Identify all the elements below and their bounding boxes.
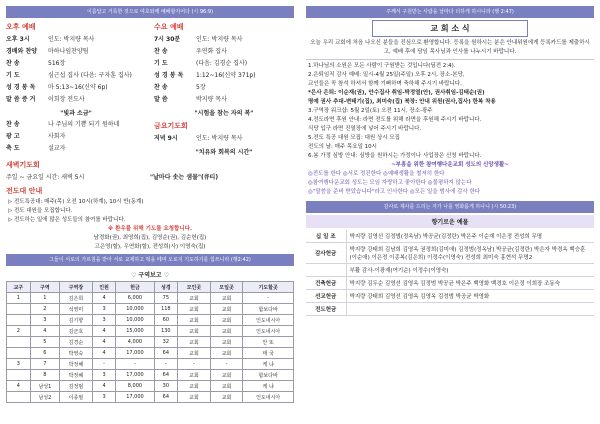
table-cell: 4 bbox=[7, 381, 31, 392]
table-cell: 교회 bbox=[210, 304, 243, 315]
gift-row bbox=[306, 230, 594, 243]
table-cell: 6,000 bbox=[116, 293, 154, 304]
campaign-list bbox=[302, 170, 598, 197]
table-cell: 8,000 bbox=[116, 381, 154, 392]
table-cell: 인도네시아 bbox=[243, 326, 294, 337]
verse-band-left: 이름답고 거룩한 것으로 여호와께 예배할지어다 (시 96:9) bbox=[6, 6, 294, 18]
afternoon-time: 오후 3시 bbox=[6, 36, 30, 43]
afternoon-sermon-title: "빛과 소금" bbox=[60, 110, 92, 117]
table-cell: 60 bbox=[154, 315, 178, 326]
table-cell: 케 냐 bbox=[243, 381, 294, 392]
table-cell: - bbox=[243, 293, 294, 304]
table-cell: 교회 bbox=[178, 326, 211, 337]
table-cell: 64 bbox=[154, 370, 178, 381]
table-cell: 6 bbox=[30, 348, 60, 359]
table-cell: 2 bbox=[30, 304, 60, 315]
church-news-title: 교 회 소 식 bbox=[372, 20, 528, 37]
table-cell: - bbox=[154, 359, 178, 370]
sick-prayer-title: ※ 환우를 위해 기도를 요청합니다. bbox=[107, 226, 193, 232]
table-cell: 김기향 bbox=[60, 315, 93, 326]
gift-row bbox=[306, 303, 594, 316]
table-cell bbox=[7, 315, 31, 326]
table-cell bbox=[7, 392, 31, 403]
friday-title: 금요기도회 bbox=[154, 122, 188, 130]
gift-names: 박지량 김두순 김영선 김영옥 김정범 박공균 박은주 백영화 백경호 이은정 이희장 조동숙 bbox=[346, 277, 594, 290]
district-verse-band: 그들이 서로의 가르침을 받아 서로 교제하고 떡을 떼며 오로지 기도하기를 힘쓰니라 (행2:42) bbox=[6, 254, 294, 266]
gift-row bbox=[306, 264, 594, 277]
news-item: 식당 입구 라면 진열장에 넣어 주시기 바랍니다. bbox=[308, 126, 422, 132]
table-cell: 김은희 bbox=[60, 293, 93, 304]
table-cell: - bbox=[178, 359, 211, 370]
table-cell: 김군호 bbox=[60, 326, 93, 337]
news-item: 5.전도 특공 대원 모집: 대원 상시 모집 bbox=[308, 135, 400, 141]
table-cell: 64 bbox=[154, 348, 178, 359]
table-cell: - bbox=[116, 359, 154, 370]
table-cell: 박정혜 bbox=[60, 359, 93, 370]
table-header-cell: 모인곳 bbox=[178, 282, 211, 293]
table-header-cell: 구역 bbox=[30, 282, 60, 293]
table-cell: 30 bbox=[154, 381, 178, 392]
gift-table bbox=[306, 230, 594, 316]
table-cell: 케 냐 bbox=[243, 359, 294, 370]
table-cell: 태 국 bbox=[243, 348, 294, 359]
table-cell: 10,000 bbox=[116, 304, 154, 315]
table-cell: 3 bbox=[92, 370, 116, 381]
friday-sermon-title: "치유와 회복의 시간" bbox=[195, 149, 253, 156]
dawn-text: 주일 ~ 금요일 시간: 새벽 5시 bbox=[6, 174, 85, 181]
sick-names: 고은영(할), 우연화(할), 전성희(사) 이영숙(집) bbox=[94, 244, 206, 250]
district-table bbox=[6, 281, 294, 403]
table-cell: 교회 bbox=[210, 381, 243, 392]
gift-names bbox=[346, 303, 594, 316]
table-cell: 교회 bbox=[178, 293, 211, 304]
table-header-cell: 헌금 bbox=[116, 282, 154, 293]
table-header-cell: 모일곳 bbox=[210, 282, 243, 293]
table-cell: 3 bbox=[92, 315, 116, 326]
table-row bbox=[7, 315, 294, 326]
table-cell: 교회 bbox=[178, 370, 211, 381]
table-cell: 15,000 bbox=[116, 326, 154, 337]
table-cell: 17,000 bbox=[116, 392, 154, 403]
table-cell: 김경순 bbox=[60, 337, 93, 348]
table-cell: 안 또 bbox=[243, 337, 294, 348]
table-cell: 교회 bbox=[210, 370, 243, 381]
table-cell: 17,000 bbox=[116, 370, 154, 381]
table-header-cell: 구역장 bbox=[60, 282, 93, 293]
worship-columns bbox=[2, 20, 298, 158]
table-cell: 합보다바 bbox=[243, 304, 294, 315]
table-cell: 교회 bbox=[178, 381, 211, 392]
evangelism-item: ▷ 전도 대원을 모집합니다. bbox=[8, 208, 73, 214]
table-cell: 교회 bbox=[210, 315, 243, 326]
table-cell: 3 bbox=[30, 315, 60, 326]
table-cell: 17,000 bbox=[116, 348, 154, 359]
news-item: 2.은퇴임직 감사 예배: 일시-4월 25일(주일) 오후 2시, 장소-본당, bbox=[308, 72, 465, 78]
news-item: 교인들은 꼭 참석 하셔서 함께 기뻐하며 축하해 주시기 바랍니다. bbox=[308, 81, 462, 87]
table-cell: 118 bbox=[154, 304, 178, 315]
news-item: 전도의 날: 매주 목요일 10시 bbox=[308, 144, 377, 150]
table-cell: 인도네시아 bbox=[243, 392, 294, 403]
table-cell: 4 bbox=[92, 381, 116, 392]
table-cell: 3 bbox=[92, 392, 116, 403]
evangelism-title: 전도대 안내 bbox=[6, 187, 43, 195]
table-cell: 김정범 bbox=[60, 381, 93, 392]
table-cell: 5 bbox=[30, 337, 60, 348]
table-cell: 1 bbox=[30, 293, 60, 304]
table-cell: 130 bbox=[154, 326, 178, 337]
campaign-item: ◎참여행다운교회 성도는 모임 자랑하고 좋아한다 ◎불평하지 않는다 bbox=[308, 180, 472, 186]
table-header-cell: 성경 bbox=[154, 282, 178, 293]
right-page bbox=[302, 0, 598, 424]
table-cell: 64 bbox=[154, 392, 178, 403]
gift-category: 건축헌금 bbox=[306, 277, 346, 290]
news-item: 4.전도라면 후원 안내: 라면 전도를 위해 라면을 후원해 주시기 바랍니다. bbox=[308, 117, 482, 123]
table-cell: 교회 bbox=[210, 337, 243, 348]
table-cell: 교회 bbox=[178, 315, 211, 326]
left-page bbox=[2, 0, 298, 424]
table-row bbox=[7, 337, 294, 348]
district-title: ♡ 구역보고 ♡ bbox=[130, 272, 170, 279]
table-row bbox=[7, 326, 294, 337]
table-cell: 3 bbox=[7, 359, 31, 370]
table-cell: 2 bbox=[7, 326, 31, 337]
campaign-item: ◎"말씀을 준비 받았습니다"라고 인사한다 ◎모든 일을 범사에 감사 한다 bbox=[308, 189, 481, 195]
table-cell: 4 bbox=[92, 326, 116, 337]
table-cell: 7 bbox=[30, 359, 60, 370]
table-header-cell: 인원 bbox=[92, 282, 116, 293]
gift-row bbox=[306, 277, 594, 290]
table-cell: 4 bbox=[92, 337, 116, 348]
table-row bbox=[7, 348, 294, 359]
table-cell: 교회 bbox=[210, 348, 243, 359]
evangelism-item: ▷ 전도하는 일에 많은 성도들의 참여를 바랍니다. bbox=[8, 217, 126, 223]
table-cell: 3 bbox=[92, 304, 116, 315]
dawn-title: 새벽기도회 bbox=[6, 161, 40, 169]
gift-verse-band: 감사로 제사를 드리는 자가 나를 영화롭게 하나니 (시 50:23) bbox=[306, 201, 594, 213]
gift-names: 부활 감사-이광재(여기순) 이정수(이영숙) bbox=[346, 264, 594, 277]
table-cell: 석영미 bbox=[60, 304, 93, 315]
table-row bbox=[7, 381, 294, 392]
gift-row bbox=[306, 243, 594, 264]
wednesday-worship: 수요 예배 7시 30분 인도: 박지량 목사 찬 송 우연화 집사 기 도 (다음: 김경순 집사) 성 경 봉 독 1:12~16(신약 371p) 찬 송 5장 말 씀 박지량 목사 "시험을 참는 자의 복" 금요기도회 저녁 9시 인도: 박지량 목사 "치유와 회복의 시간" bbox=[150, 20, 298, 158]
table-cell: 4 bbox=[92, 293, 116, 304]
table-cell: 이종필 bbox=[60, 392, 93, 403]
news-item: 명예 권사 추대-변태기(집), 최미숙(집) 북장: 안내 위원(권사,집사) 한복 착용 bbox=[308, 99, 496, 105]
news-item: 6.봄 가정 심방 안내: 심방을 원하시는 가정이나 사업장은 신청 바랍니다. bbox=[308, 153, 482, 159]
table-cell: 교회 bbox=[178, 348, 211, 359]
table-cell: 교회 bbox=[178, 392, 211, 403]
table-cell: 4 bbox=[92, 348, 116, 359]
table-row bbox=[7, 370, 294, 381]
table-cell: 합보다바 bbox=[243, 370, 294, 381]
wednesday-sermon-title: "시험을 참는 자의 복" bbox=[194, 110, 254, 117]
news-item: 1.하나님의 소원은 모든 사람이 구원받는 것입니다(딤전 2:4). bbox=[308, 63, 456, 69]
evangelism-item: ▷ 전도특공대: 매주(목) 오전 10시(하계), 10시 반(동계) bbox=[8, 199, 144, 205]
gift-category bbox=[306, 264, 346, 277]
table-cell: 교회 bbox=[210, 392, 243, 403]
table-cell bbox=[7, 337, 31, 348]
table-row bbox=[7, 359, 294, 370]
table-header-cell: 기도할곳 bbox=[243, 282, 294, 293]
table-row bbox=[7, 293, 294, 304]
table-cell: 교회 bbox=[178, 304, 211, 315]
gift-names: 박지량 강태희 김남희 김영옥 권정희(김미애) 김정범(정옥남) 박공균(김정란) 박은자 박경옥 백승훈(이순애) 이은정 이종복(김은희) 이정수(이영숙) 전성희 최미숙 홍현석 무명2 bbox=[346, 243, 594, 264]
table-cell: - bbox=[92, 359, 116, 370]
table-cell bbox=[7, 304, 31, 315]
afternoon-worship: 오후 예배 오후 3시 인도: 박지량 목사 경배와 찬양 마하나임찬양팀 찬 송 516장 기 도 심근섭 집사 (다음: 구자훈 집사) 성 경 봉 독 마 5:13~16(신약 6p) 말 씀 증 거 이희장 전도사 "빛과 소금" 찬 송 나 주님의 기쁨 되기 원하네 광 고 사회자 축 도 설교자 bbox=[2, 20, 150, 158]
gift-category: 감사헌금 bbox=[306, 243, 346, 264]
table-cell: 4 bbox=[30, 326, 60, 337]
campaign-item: ◎전도를 한다 ◎서로 정진한다 ◎예배생활을 철저히 한다 bbox=[308, 171, 445, 177]
gift-title: 향기로운 예물 bbox=[306, 215, 594, 228]
afternoon-leader: 인도: 박지량 목사 bbox=[48, 36, 95, 43]
table-header-row bbox=[7, 282, 294, 293]
gift-category: 전도헌금 bbox=[306, 303, 346, 316]
gift-category: 선교헌금 bbox=[306, 290, 346, 303]
dawn-sermon: "날마다 솟는 샘물"(큐티) bbox=[150, 174, 219, 181]
table-cell: 남성2 bbox=[30, 392, 60, 403]
table-cell: 교회 bbox=[210, 293, 243, 304]
verse-band-right: 주께서 구원받는 사람을 날마다 더하게 하시니라 (행 2:47) bbox=[306, 6, 594, 18]
table-cell: 남성1 bbox=[30, 381, 60, 392]
table-cell bbox=[7, 348, 31, 359]
table-header-cell: 교구 bbox=[7, 282, 31, 293]
sick-names: 남경화(권), 최영희(집), 김영순(권), 김순헌(집) bbox=[93, 235, 207, 241]
table-cell: 박정혜 bbox=[60, 370, 93, 381]
table-row bbox=[7, 304, 294, 315]
table-cell: 4,000 bbox=[116, 337, 154, 348]
table-cell: 1 bbox=[7, 293, 31, 304]
table-cell: - bbox=[210, 359, 243, 370]
table-cell: 75 bbox=[154, 293, 178, 304]
news-list bbox=[302, 62, 598, 161]
table-cell: 교회 bbox=[178, 337, 211, 348]
table-cell: 32 bbox=[154, 337, 178, 348]
campaign-title: ~부흥을 위한 참여행다운교회 성도의 신앙생활~ bbox=[391, 162, 509, 168]
gift-names: 박지량 김영선 김정범(정옥남) 박공균(김정란) 박은주 이순재 이은정 전성희 무명 bbox=[346, 230, 594, 243]
gift-names: 박지량 강태희 김영선 김영옥 김영옥 김정범 박공균 박영화 bbox=[346, 290, 594, 303]
table-cell: 인도네시아 bbox=[243, 315, 294, 326]
table-cell: 10,000 bbox=[116, 315, 154, 326]
news-item: 3.구역장 워크샵: 5월 2일(토) 오전 11시, 장소-광주 bbox=[308, 108, 433, 114]
table-cell bbox=[7, 370, 31, 381]
welcome-text: 오늘 우리 교회에 처음 나오신 분들을 진심으로 환영합니다. 등록을 원하시는 분은 안내위원에게 등록카드를 제출하시고, 예배 후에 담임 목사님과 인사를 나누시기 바랍니다. bbox=[310, 40, 590, 55]
table-cell: 박영숙 bbox=[60, 348, 93, 359]
table-cell: 교회 bbox=[210, 326, 243, 337]
news-item: *은사 은퇴: 이순재(권), 안수집사 취임-박정열(안), 권사취임-김태순(권) bbox=[308, 90, 485, 96]
afternoon-title: 오후 예배 bbox=[6, 23, 36, 31]
table-cell: 8 bbox=[30, 370, 60, 381]
gift-category: 십 일 조 bbox=[306, 230, 346, 243]
table-row bbox=[7, 392, 294, 403]
wednesday-title: 수요 예배 bbox=[154, 23, 184, 31]
gift-row bbox=[306, 290, 594, 303]
